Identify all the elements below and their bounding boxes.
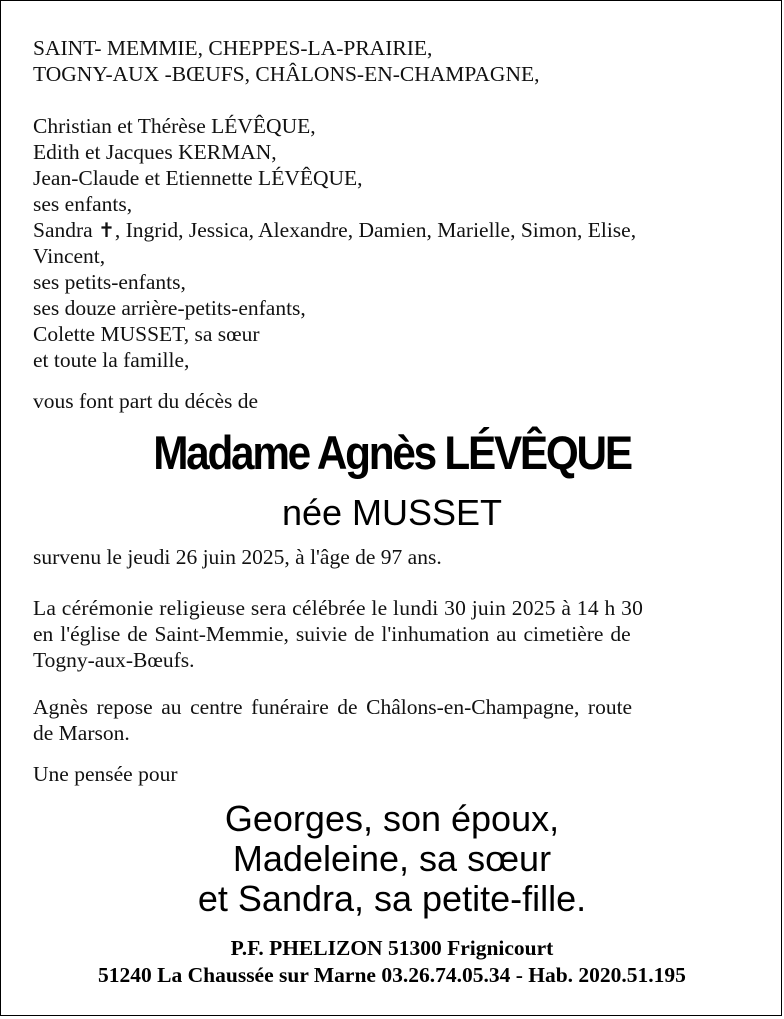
memory-list bbox=[1, 799, 783, 919]
death-info bbox=[33, 544, 753, 570]
grandchildren-rest: , Ingrid, Jessica, Alexandre, Damien, Marielle, Simon, Elise, bbox=[114, 218, 637, 242]
thought-intro bbox=[33, 761, 753, 787]
footer-line-2: 51240 La Chaussée sur Marne 03.26.74.05.34 - Hab. 2020.51.195 bbox=[98, 963, 686, 987]
family-line-10: et toute la famille, bbox=[33, 348, 190, 372]
family-line-2: Edith et Jacques KERMAN, bbox=[33, 140, 277, 164]
rest-line-2: de Marson. bbox=[33, 721, 130, 745]
family-line-4: ses enfants, bbox=[33, 192, 133, 216]
header-line-2: TOGNY-AUX -BŒUFS, CHÂLONS-EN-CHAMPAGNE, bbox=[33, 62, 540, 86]
rest-line-1: Agnès repose au centre funéraire de Châlons-en-Champagne, route bbox=[33, 695, 633, 719]
family-list bbox=[33, 113, 753, 373]
memory-line-3: et Sandra, sa petite-fille. bbox=[197, 878, 587, 919]
family-line-9: Colette MUSSET, sa sœur bbox=[33, 322, 260, 346]
maiden-name: née MUSSET bbox=[281, 492, 503, 533]
announcement bbox=[33, 388, 753, 414]
memory-line-1: Georges, son époux, bbox=[224, 798, 560, 839]
thought-intro-text: Une pensée pour bbox=[33, 762, 178, 786]
ceremony-paragraph bbox=[33, 595, 753, 673]
footer-line-1: P.F. PHELIZON 51300 Frignicourt bbox=[230, 936, 554, 960]
locations-header bbox=[33, 35, 753, 87]
family-line-3: Jean-Claude et Etiennette LÉVÊQUE, bbox=[33, 166, 363, 190]
grandchildren-last: Vincent, bbox=[33, 244, 106, 268]
announce-text: vous font part du décès de bbox=[33, 389, 259, 413]
grandchild-sandra: Sandra bbox=[33, 218, 93, 242]
family-line-8: ses douze arrière-petits-enfants, bbox=[33, 296, 306, 320]
ceremony-line-3: Togny-aux-Bœufs. bbox=[33, 648, 195, 672]
ceremony-line-1: La cérémonie religieuse sera célébrée le lundi 30 juin 2025 à 14 h 30 bbox=[33, 596, 644, 620]
ceremony-line-2: en l'église de Saint-Memmie, suivie de l'inhumation au cimetière de bbox=[33, 622, 631, 646]
deceased-name: Madame Agnès LÉVÊQUE bbox=[153, 426, 631, 479]
cross-icon: ✝ bbox=[98, 218, 115, 242]
header-line-1: SAINT- MEMMIE, CHEPPES-LA-PRAIRIE, bbox=[33, 36, 433, 60]
funeral-home-footer bbox=[1, 935, 783, 989]
rest-paragraph bbox=[33, 694, 753, 746]
death-info-text: survenu le jeudi 26 juin 2025, à l'âge de 97 ans. bbox=[33, 545, 442, 569]
family-line-1: Christian et Thérèse LÉVÊQUE, bbox=[33, 114, 316, 138]
family-line-7: ses petits-enfants, bbox=[33, 270, 186, 294]
memory-line-2: Madeleine, sa sœur bbox=[232, 838, 552, 879]
grandchildren-line bbox=[33, 217, 753, 243]
